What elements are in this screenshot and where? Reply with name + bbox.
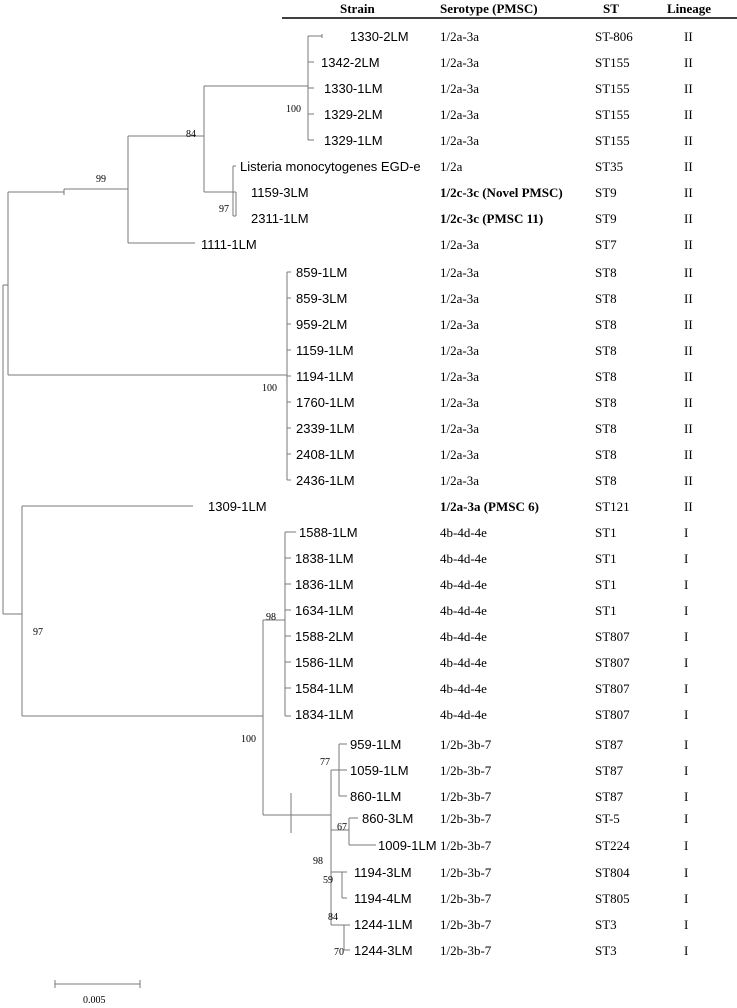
serotype-cell: 4b-4d-4e xyxy=(440,525,487,540)
strain-label: 1159-3LM xyxy=(251,185,309,200)
strain-label: 1111-1LM xyxy=(201,237,257,252)
header-strain: Strain xyxy=(340,1,375,16)
bootstrap-value: 98 xyxy=(266,612,276,623)
strain-label: 1836-1LM xyxy=(295,577,354,592)
strain-label: 1194-3LM xyxy=(354,865,412,880)
st-cell: ST-5 xyxy=(595,811,620,826)
serotype-cell: 1/2a-3a xyxy=(440,369,479,384)
strain-table xyxy=(201,29,693,958)
bootstrap-value: 97 xyxy=(219,204,229,215)
st-cell: ST8 xyxy=(595,369,617,384)
serotype-cell: 1/2b-3b-7 xyxy=(440,737,492,752)
strain-label: 860-1LM xyxy=(350,789,402,804)
serotype-cell: 4b-4d-4e xyxy=(440,707,487,722)
bootstrap-value: 70 xyxy=(334,947,344,958)
st-cell: ST8 xyxy=(595,447,617,462)
scale-bar xyxy=(55,980,140,1006)
lineage-cell: I xyxy=(684,707,689,722)
st-cell: ST155 xyxy=(595,107,630,122)
bootstrap-value: 100 xyxy=(286,104,301,115)
bootstrap-value: 100 xyxy=(241,734,256,745)
st-cell: ST8 xyxy=(595,473,617,488)
st-cell: ST8 xyxy=(595,317,617,332)
serotype-cell: 1/2a-3a xyxy=(440,421,479,436)
lineage-cell: II xyxy=(684,55,693,70)
bootstrap-value: 84 xyxy=(186,129,196,140)
serotype-cell: 1/2c-3c (Novel PMSC) xyxy=(440,185,563,200)
strain-label: 859-1LM xyxy=(296,265,348,280)
lineage-cell: II xyxy=(684,291,693,306)
lineage-cell: II xyxy=(684,369,693,384)
strain-label: 1588-1LM xyxy=(299,525,358,540)
lineage-cell: II xyxy=(684,421,693,436)
lineage-cell: I xyxy=(684,838,689,853)
st-cell: ST121 xyxy=(595,499,630,514)
serotype-cell: 1/2c-3c (PMSC 11) xyxy=(440,211,544,226)
lineage-cell: II xyxy=(684,107,693,122)
lineage-cell: I xyxy=(684,789,689,804)
strain-label: 859-3LM xyxy=(296,291,348,306)
lineage-cell: I xyxy=(684,577,689,592)
strain-label: 1342-2LM xyxy=(321,55,380,70)
lineage-cell: I xyxy=(684,891,689,906)
strain-label: 1244-1LM xyxy=(354,917,413,932)
strain-label: 959-2LM xyxy=(296,317,348,332)
serotype-cell: 1/2a-3a xyxy=(440,29,479,44)
serotype-cell: 1/2a-3a xyxy=(440,133,479,148)
strain-label: 1838-1LM xyxy=(295,551,354,566)
strain-label: 1244-3LM xyxy=(354,943,413,958)
serotype-cell: 1/2a-3a xyxy=(440,107,479,122)
lineage-cell: I xyxy=(684,629,689,644)
lineage-cell: II xyxy=(684,499,693,514)
strain-label: 1760-1LM xyxy=(296,395,355,410)
st-cell: ST804 xyxy=(595,865,630,880)
strain-label: 1194-1LM xyxy=(296,369,354,384)
serotype-cell: 1/2a-3a (PMSC 6) xyxy=(440,499,539,514)
serotype-cell: 1/2b-3b-7 xyxy=(440,917,492,932)
st-cell: ST155 xyxy=(595,81,630,96)
st-cell: ST87 xyxy=(595,737,624,752)
lineage-cell: I xyxy=(684,551,689,566)
strain-label: 1834-1LM xyxy=(295,707,354,722)
bootstrap-value: 59 xyxy=(323,875,333,886)
strain-label: 1059-1LM xyxy=(350,763,409,778)
lineage-cell: I xyxy=(684,681,689,696)
bootstrap-value: 67 xyxy=(337,822,347,833)
strain-label: 2339-1LM xyxy=(296,421,355,436)
strain-label: 1330-1LM xyxy=(324,81,383,96)
lineage-cell: II xyxy=(684,265,693,280)
lineage-cell: I xyxy=(684,603,689,618)
strain-label: 1009-1LM xyxy=(378,838,437,853)
st-cell: ST9 xyxy=(595,185,617,200)
serotype-cell: 1/2a-3a xyxy=(440,265,479,280)
st-cell: ST224 xyxy=(595,838,630,853)
serotype-cell: 1/2a-3a xyxy=(440,237,479,252)
bootstrap-value: 84 xyxy=(328,912,338,923)
st-cell: ST155 xyxy=(595,55,630,70)
lineage-cell: II xyxy=(684,473,693,488)
strain-label: 1309-1LM xyxy=(208,499,267,514)
header-serotype: Serotype (PMSC) xyxy=(440,1,538,16)
strain-label: 1329-1LM xyxy=(324,133,383,148)
serotype-cell: 1/2b-3b-7 xyxy=(440,838,492,853)
serotype-cell: 1/2a-3a xyxy=(440,395,479,410)
st-cell: ST3 xyxy=(595,943,617,958)
serotype-cell: 1/2a-3a xyxy=(440,447,479,462)
lineage-cell: I xyxy=(684,943,689,958)
serotype-cell: 1/2a-3a xyxy=(440,317,479,332)
strain-label: Listeria monocytogenes EGD-e xyxy=(240,159,421,174)
strain-label: 860-3LM xyxy=(362,811,414,826)
bootstrap-value: 97 xyxy=(33,627,43,638)
lineage-cell: I xyxy=(684,811,689,826)
serotype-cell: 4b-4d-4e xyxy=(440,603,487,618)
st-cell: ST8 xyxy=(595,265,617,280)
lineage-cell: I xyxy=(684,525,689,540)
st-cell: ST3 xyxy=(595,917,617,932)
st-cell: ST807 xyxy=(595,629,630,644)
serotype-cell: 1/2a-3a xyxy=(440,81,479,96)
strain-label: 2311-1LM xyxy=(251,211,309,226)
serotype-cell: 1/2b-3b-7 xyxy=(440,943,492,958)
st-cell: ST807 xyxy=(595,655,630,670)
bootstrap-value: 99 xyxy=(96,174,106,185)
lineage-cell: I xyxy=(684,737,689,752)
st-cell: ST1 xyxy=(595,577,617,592)
strain-label: 1159-1LM xyxy=(296,343,354,358)
st-cell: ST1 xyxy=(595,603,617,618)
serotype-cell: 1/2a-3a xyxy=(440,343,479,358)
serotype-cell: 1/2a-3a xyxy=(440,473,479,488)
st-cell: ST807 xyxy=(595,681,630,696)
lineage-cell: II xyxy=(684,133,693,148)
header-lineage: Lineage xyxy=(667,1,712,16)
serotype-cell: 4b-4d-4e xyxy=(440,681,487,696)
serotype-cell: 1/2b-3b-7 xyxy=(440,763,492,778)
bootstrap-value: 77 xyxy=(320,757,330,768)
serotype-cell: 4b-4d-4e xyxy=(440,655,487,670)
lineage-cell: II xyxy=(684,395,693,410)
serotype-cell: 1/2b-3b-7 xyxy=(440,811,492,826)
serotype-cell: 4b-4d-4e xyxy=(440,629,487,644)
st-cell: ST1 xyxy=(595,551,617,566)
st-cell: ST35 xyxy=(595,159,624,174)
lineage-cell: I xyxy=(684,655,689,670)
lineage-cell: II xyxy=(684,185,693,200)
st-cell: ST807 xyxy=(595,707,630,722)
st-cell: ST8 xyxy=(595,395,617,410)
bootstrap-value: 98 xyxy=(313,856,323,867)
lineage-cell: II xyxy=(684,29,693,44)
serotype-cell: 1/2a-3a xyxy=(440,55,479,70)
lineage-cell: II xyxy=(684,211,693,226)
header-st: ST xyxy=(603,1,619,16)
st-cell: ST1 xyxy=(595,525,617,540)
serotype-cell: 4b-4d-4e xyxy=(440,577,487,592)
st-cell: ST9 xyxy=(595,211,617,226)
strain-label: 1586-1LM xyxy=(295,655,354,670)
strain-label: 1194-4LM xyxy=(354,891,412,906)
st-cell: ST155 xyxy=(595,133,630,148)
st-cell: ST87 xyxy=(595,789,624,804)
strain-label: 1584-1LM xyxy=(295,681,354,696)
lineage-cell: I xyxy=(684,917,689,932)
lineage-cell: II xyxy=(684,81,693,96)
lineage-cell: I xyxy=(684,763,689,778)
st-cell: ST87 xyxy=(595,763,624,778)
serotype-cell: 4b-4d-4e xyxy=(440,551,487,566)
st-cell: ST-806 xyxy=(595,29,633,44)
serotype-cell: 1/2b-3b-7 xyxy=(440,865,492,880)
strain-label: 1634-1LM xyxy=(295,603,354,618)
strain-label: 1330-2LM xyxy=(350,29,409,44)
st-cell: ST8 xyxy=(595,291,617,306)
strain-label: 2408-1LM xyxy=(296,447,355,462)
serotype-cell: 1/2b-3b-7 xyxy=(440,891,492,906)
lineage-cell: II xyxy=(684,447,693,462)
st-cell: ST8 xyxy=(595,421,617,436)
st-cell: ST7 xyxy=(595,237,617,252)
strain-label: 1329-2LM xyxy=(324,107,383,122)
st-cell: ST805 xyxy=(595,891,630,906)
serotype-cell: 1/2a-3a xyxy=(440,291,479,306)
bootstrap-value: 100 xyxy=(262,383,277,394)
lineage-cell: II xyxy=(684,237,693,252)
serotype-cell: 1/2a xyxy=(440,159,463,174)
strain-label: 2436-1LM xyxy=(296,473,355,488)
scale-bar-label: 0.005 xyxy=(83,995,106,1006)
lineage-cell: II xyxy=(684,343,693,358)
st-cell: ST8 xyxy=(595,343,617,358)
serotype-cell: 1/2b-3b-7 xyxy=(440,789,492,804)
strain-label: 959-1LM xyxy=(350,737,402,752)
lineage-cell: I xyxy=(684,865,689,880)
lineage-cell: II xyxy=(684,317,693,332)
lineage-cell: II xyxy=(684,159,693,174)
strain-label: 1588-2LM xyxy=(295,629,354,644)
